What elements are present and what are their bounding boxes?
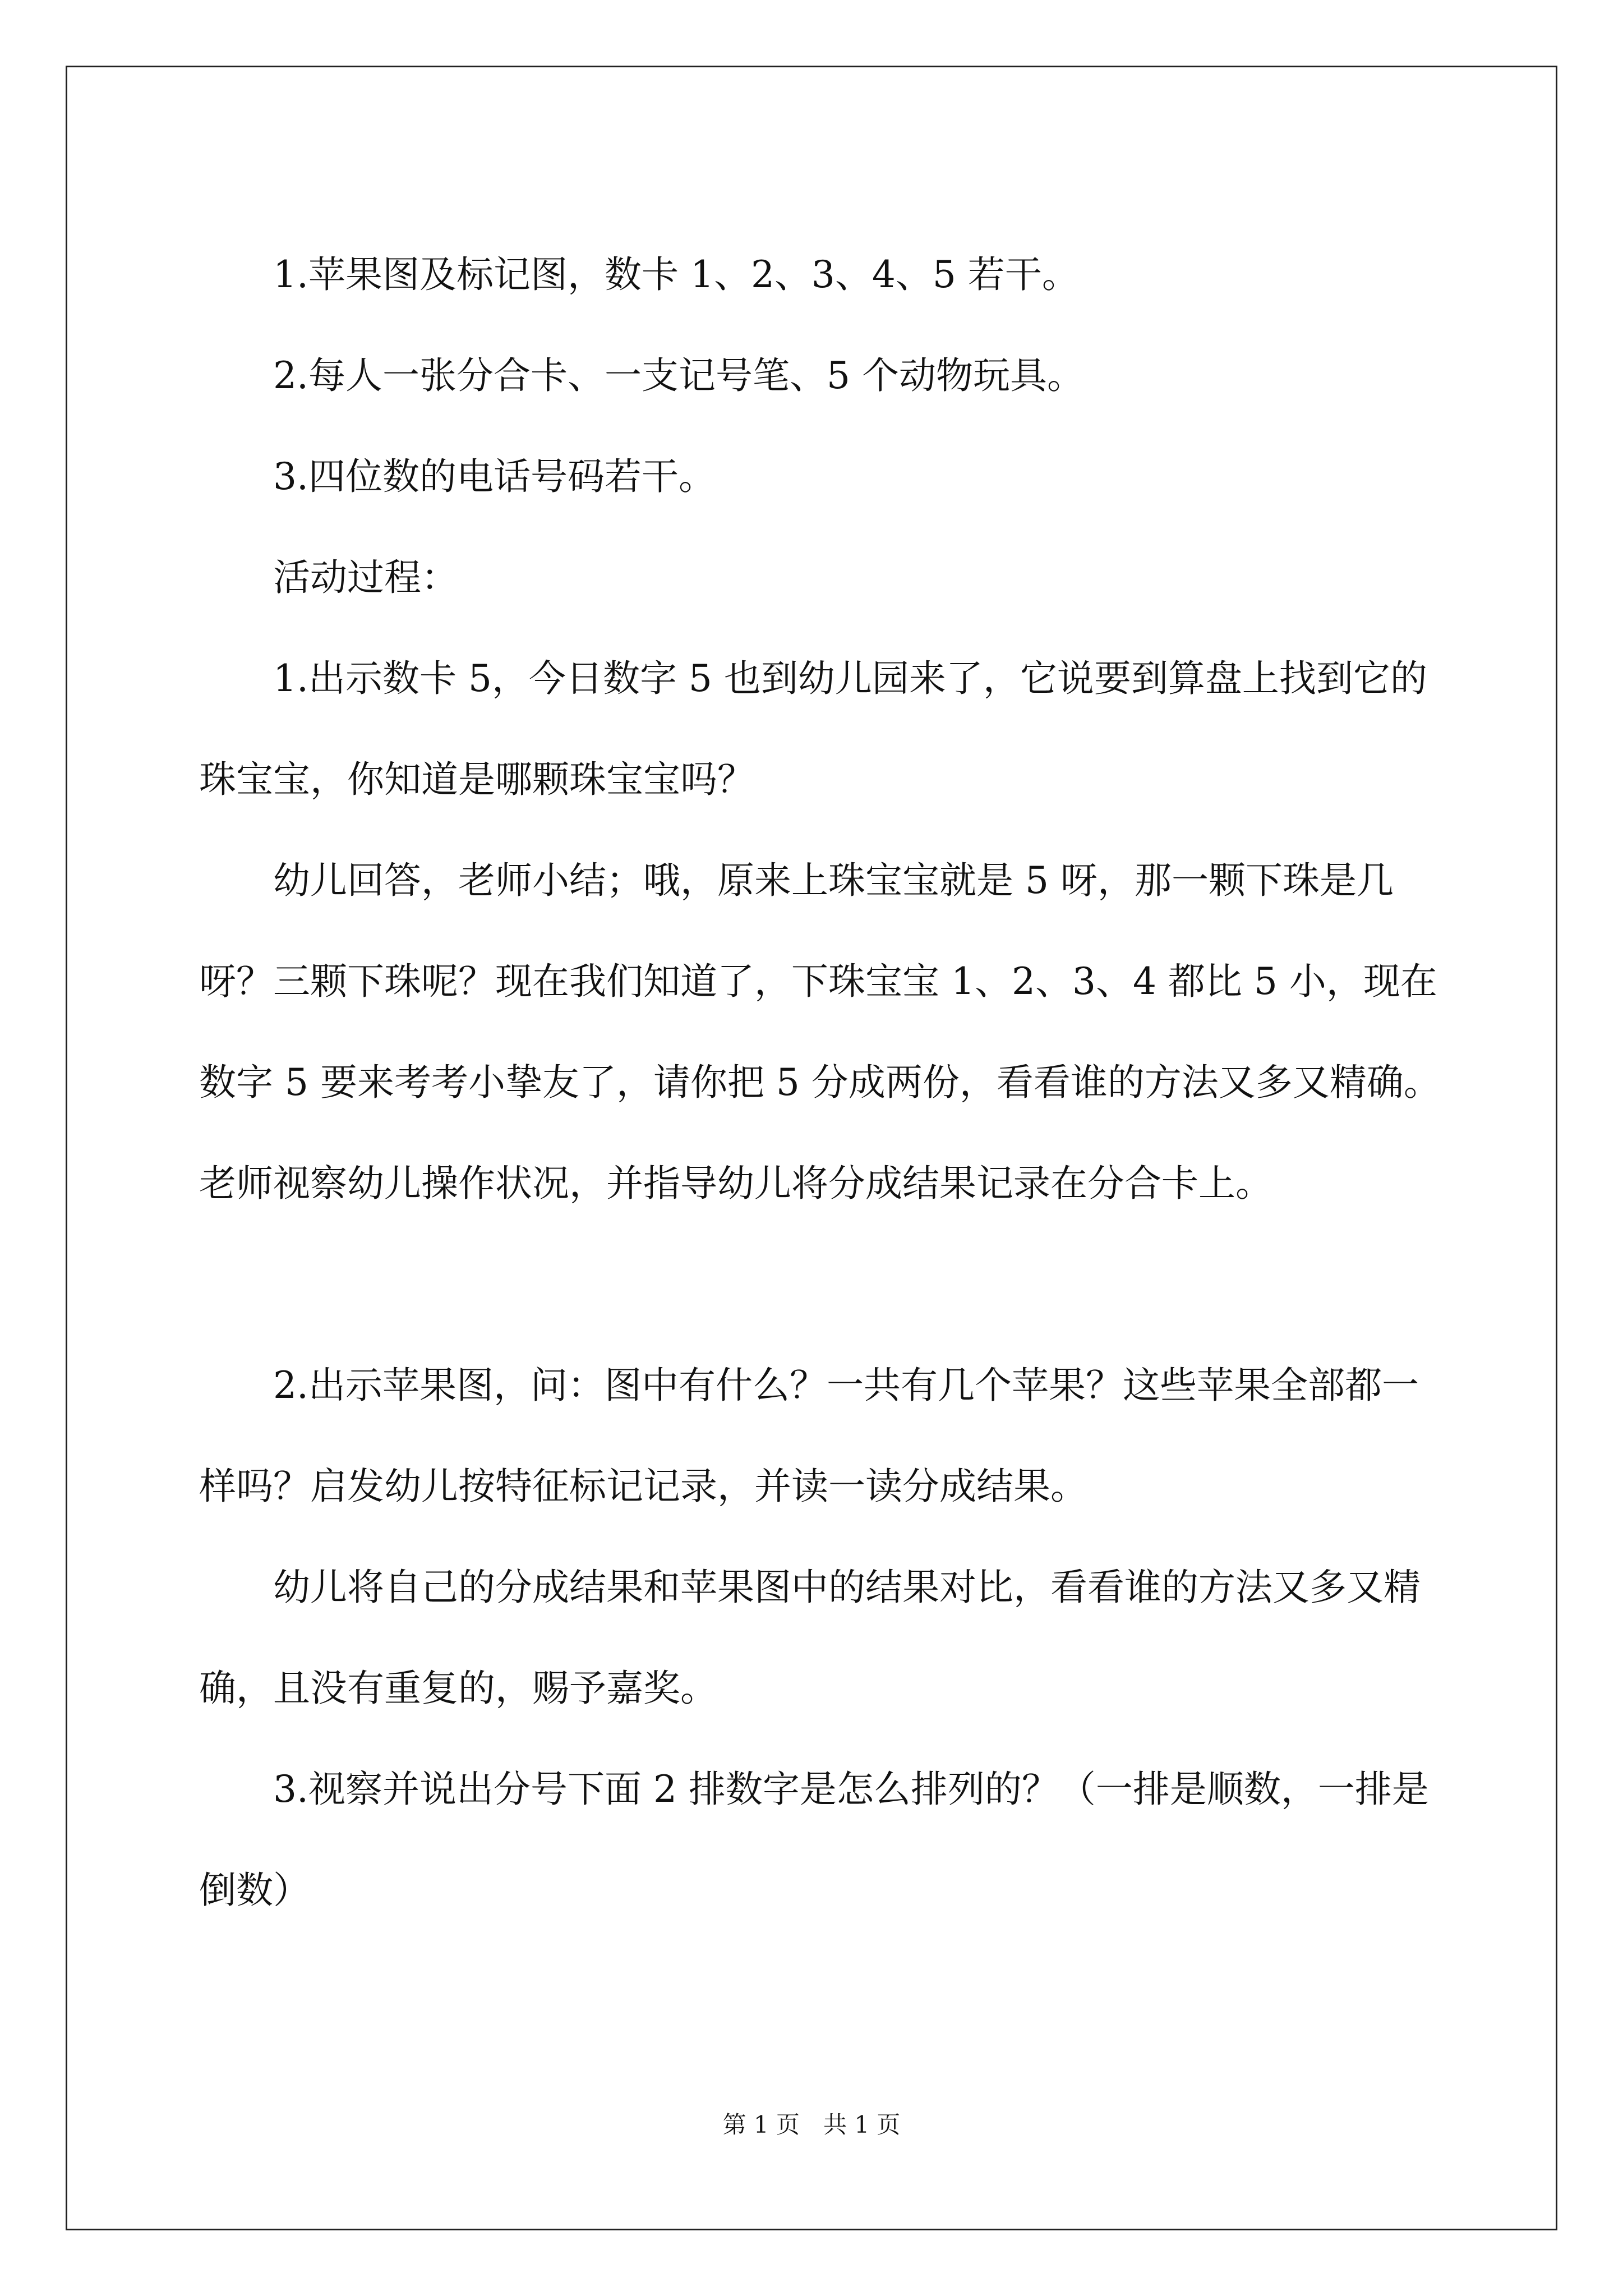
paragraph-step-1-response: 幼儿回答，老师小结；哦，原来上珠宝宝就是 5 呀，那一颗下珠是几呀？三颗下珠呢？现在我们知道了，下珠宝宝 1、2、3、4 都比 5 小，现在数字 5 要来考考小挚友了，请你把 5 分成两份，看看谁的方法又多又精确。老师视察幼儿操作状况，并指导幼儿将分成结果记录在分合卡上。: [199, 859, 1441, 1205]
page-footer: 第 1 页 共 1 页: [722, 2111, 901, 2138]
paragraph-materials-2: 2.每人一张分合卡、一支记号笔、5 个动物玩具。: [273, 354, 1084, 397]
paragraph-step-2: 2.出示苹果图，问：图中有什么？一共有几个苹果？这些苹果全部都一样吗？启发幼儿按特征标记记录，并读一读分成结果。: [199, 1364, 1419, 1508]
paragraph-step-3: 3.视察并说出分号下面 2 排数字是怎么排列的？（一排是顺数，一排是倒数）: [199, 1768, 1429, 1912]
paragraph-step-2-comparison: 幼儿将自己的分成结果和苹果图中的结果对比，看看谁的方法又多又精确，且没有重复的，赐予嘉奖。: [199, 1566, 1421, 1710]
paragraph-step-1: 1.出示数卡 5，今日数字 5 也到幼儿园来了，它说要到算盘上找到它的珠宝宝，你知道是哪颗珠宝宝吗？: [199, 657, 1427, 801]
paragraph-materials-3: 3.四位数的电话号码若干。: [273, 455, 716, 498]
paragraph-materials-1: 1.苹果图及标记图，数卡 1、2、3、4、5 若干。: [273, 253, 1079, 296]
section-heading-activity-process: 活动过程：: [273, 556, 458, 599]
